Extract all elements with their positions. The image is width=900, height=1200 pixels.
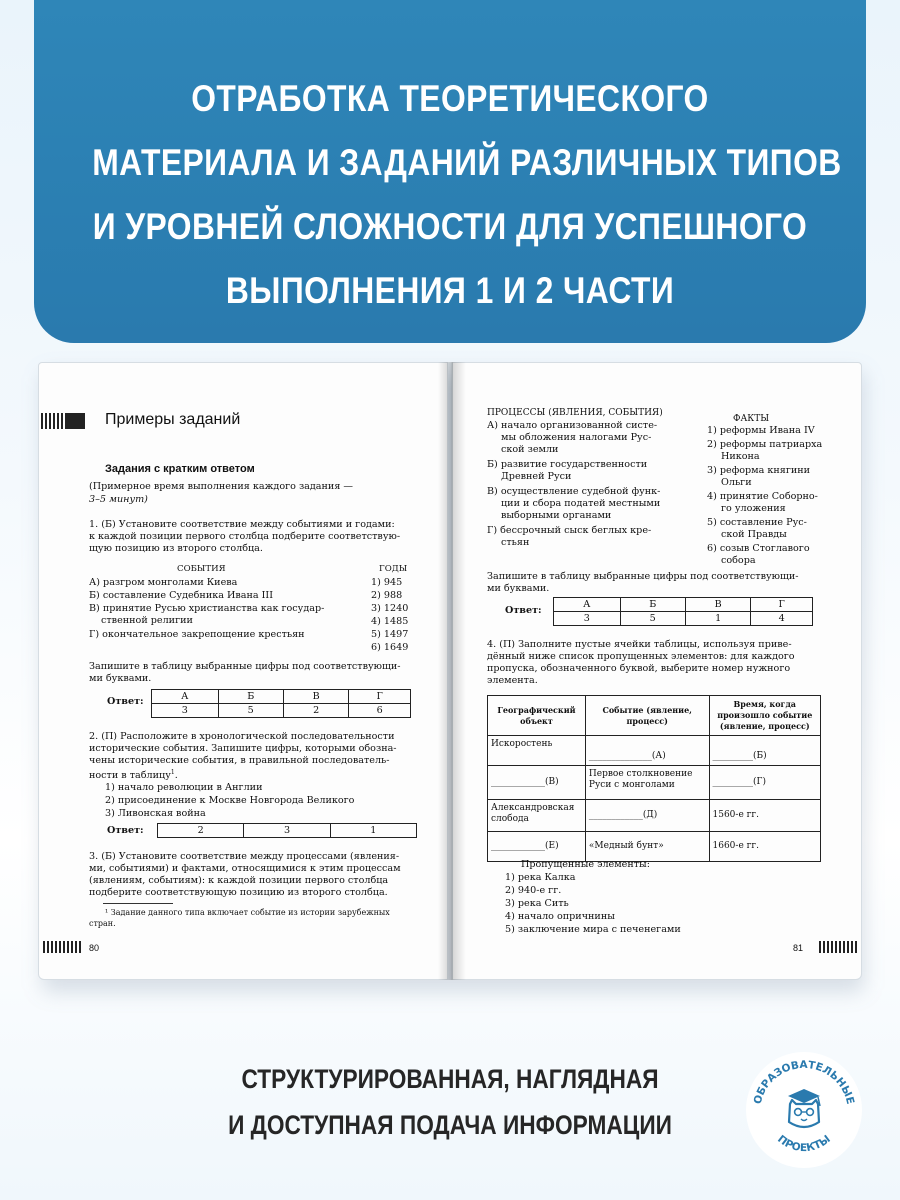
task2-line-1: 2. (П) Расположите в хронологической последовательности (89, 731, 395, 742)
task3-write-2: ми буквами. (487, 583, 550, 594)
task1-letter-c: В (283, 690, 348, 704)
missing-item-3: 3) река Сить (505, 898, 569, 909)
right-page (452, 362, 862, 980)
task4-line-3: пропуска, обозначенного буквой, выберите номер нужного (487, 663, 791, 674)
time-note-1: (Примерное время выполнения каждого задания — (89, 481, 354, 492)
task3-answer-label: Ответ: (505, 605, 542, 616)
task3-digit-b: 5 (620, 612, 685, 626)
headline-line-2: МАТЕРИАЛА И ЗАДАНИЙ РАЗЛИЧНЫХ ТИПОВ (92, 142, 842, 183)
task4-line-2: дённый ниже список пропущенных элементов: для каждого (487, 651, 795, 662)
process-line-7: ции и сбора податей местными (501, 498, 661, 509)
task1-col-years: ГОДЫ (379, 564, 408, 574)
geo-cell: 1560-е гг. (709, 800, 821, 832)
task2-line-4 (89, 767, 178, 783)
col-facts: ФАКТЫ (733, 414, 770, 424)
task1-year-4: 4) 1485 (371, 616, 409, 627)
fact-line-6: 4) принятие Соборно- (707, 491, 818, 502)
left-page-number: 80 (89, 943, 100, 953)
task3-line-2: ми, событиями) и фактами, относящимися к этим процессам (89, 863, 401, 874)
task1-year-6: 6) 1649 (371, 642, 409, 653)
short-answer-subtitle: Задания с кратким ответом (105, 463, 255, 475)
fact-line-7: го уложения (721, 503, 786, 514)
geo-cell: ______________(А) (585, 736, 709, 766)
task1-answer-label: Ответ: (107, 696, 144, 707)
task1-digit-b: 5 (218, 704, 283, 718)
publisher-logo (744, 1050, 864, 1170)
footnote-line-2: стран. (89, 919, 116, 928)
process-line-1: А) начало организованной систе- (487, 420, 658, 431)
task4-line-1: 4. (П) Заполните пустые ячейки таблицы, используя приве- (487, 639, 792, 650)
geo-cell: ____________(Е) (488, 832, 586, 862)
missing-item-4: 4) начало опричнины (505, 911, 615, 922)
task1-event-a: А) разгром монголами Киева (89, 577, 238, 588)
fact-line-3: Никона (721, 451, 760, 462)
task3-letter-a: А (554, 598, 621, 612)
process-line-5: Древней Руси (501, 471, 572, 482)
geo-cell: Первое столкновение Руси с монголами (585, 766, 709, 800)
task1-answer-table (151, 689, 411, 718)
task1-write-1: Запишите в таблицу выбранные цифры под соответствующи- (89, 661, 401, 672)
task1-year-2: 2) 988 (371, 590, 403, 601)
process-line-4: Б) развитие государственности (487, 459, 648, 470)
task3-line-4: подберите соответствующую позицию из второго столбца. (89, 887, 388, 898)
task1-digit-d: 6 (349, 704, 411, 718)
footnote-rule (103, 903, 173, 904)
task1-event-c-cont: ственной религии (101, 615, 193, 626)
task2-item-3: 3) Ливонская война (105, 808, 206, 819)
logo-text-bottom: ПРОЕКТЫ (775, 1133, 833, 1155)
geo-table (487, 695, 821, 862)
task3-write-1: Запишите в таблицу выбранные цифры под соответствующи- (487, 571, 799, 582)
task2-digit-1: 2 (158, 824, 244, 838)
headline-banner (34, 0, 866, 343)
caption-line-2: И ДОСТУПНАЯ ПОДАЧА ИНФОРМАЦИИ (228, 1110, 672, 1140)
process-line-10: стьян (501, 537, 530, 548)
geo-cell: _________(Б) (709, 736, 821, 766)
geo-cell: «Медный бунт» (585, 832, 709, 862)
caption-line-1: СТРУКТУРИРОВАННАЯ, НАГЛЯДНАЯ (241, 1064, 659, 1094)
task2-line-4-tail: . (174, 770, 178, 782)
process-line-6: В) осуществление судебной функ- (487, 486, 661, 497)
process-line-8: выборными органами (501, 510, 612, 521)
task3-letter-d: Г (751, 598, 813, 612)
task2-item-1: 1) начало революции в Англии (105, 782, 263, 793)
task2-line-4-text: ности в таблицу (89, 770, 171, 782)
task1-letter-d: Г (349, 690, 411, 704)
left-corner-bar (43, 941, 81, 953)
task3-line-1: 3. (Б) Установите соответствие между процессами (явления- (89, 851, 400, 862)
task3-digit-a: 3 (554, 612, 621, 626)
logo-text-top: ОБРАЗОВАТЕЛЬНЫЕ (751, 1058, 857, 1106)
task1-year-1: 1) 945 (371, 577, 403, 588)
fact-line-9: ской Правды (721, 529, 787, 540)
task3-line-3: (явлениям, событиям): к каждой позиции первого столбца (89, 875, 389, 886)
task1-write-2: ми буквами. (89, 673, 152, 684)
book-gutter (438, 362, 466, 980)
time-note-2: 3–5 минут) (89, 494, 148, 505)
task2-line-2: исторические события. Запишите цифры, которыми обозна- (89, 743, 397, 754)
geo-cell: Александровская слобода (488, 800, 586, 832)
open-book (38, 362, 864, 990)
missing-item-1: 1) река Калка (505, 872, 576, 883)
task1-year-3: 3) 1240 (371, 603, 409, 614)
task1-letter-b: Б (218, 690, 283, 704)
geo-header-event: Событие (явление, процесс) (585, 696, 709, 736)
geo-cell: ____________(Д) (585, 800, 709, 832)
fact-line-1: 1) реформы Ивана IV (707, 425, 815, 436)
task1-event-c: В) принятие Русью христианства как государ- (89, 603, 325, 614)
task2-line-3: чены исторические события, в правильной последователь- (89, 755, 390, 766)
task2-item-2: 2) присоединение к Москве Новгорода Великого (105, 795, 355, 806)
task3-letter-b: Б (620, 598, 685, 612)
missing-item-5: 5) заключение мира с печенегами (505, 924, 681, 935)
task3-answer-table (553, 597, 813, 626)
fact-line-8: 5) составление Рус- (707, 517, 807, 528)
task2-footnote-mark: 1 (170, 769, 175, 776)
section-title: Примеры заданий (105, 411, 241, 428)
geo-header-object: Географический объект (488, 696, 586, 736)
task3-digit-d: 4 (751, 612, 813, 626)
task1-line-1: 1. (Б) Установите соответствие между событиями и годами: (89, 519, 395, 530)
process-line-3: ской земли (501, 444, 559, 455)
headline-line-1: ОТРАБОТКА ТЕОРЕТИЧЕСКОГО (191, 78, 709, 119)
fact-line-2: 2) реформы патриарха (707, 439, 823, 450)
task2-digit-3: 1 (330, 824, 416, 838)
task1-event-d: Г) окончательное закрепощение крестьян (89, 629, 305, 640)
cat-mascot-icon (788, 1089, 820, 1127)
right-corner-bar (819, 941, 857, 953)
task1-line-2: к каждой позиции первого столбца подберите соответствую- (89, 531, 401, 542)
footnote-line-1: ¹ Задание данного типа включает событие из истории зарубежных (105, 908, 390, 917)
task4-line-4: элемента. (487, 675, 538, 686)
task1-digit-c: 2 (283, 704, 348, 718)
task3-digit-c: 1 (685, 612, 750, 626)
headline-line-3: И УРОВНЕЙ СЛОЖНОСТИ ДЛЯ УСПЕШНОГО (92, 206, 808, 247)
task1-digit-a: 3 (152, 704, 219, 718)
task1-letter-a: А (152, 690, 219, 704)
task1-line-3: щую позицию из второго столбца. (89, 543, 263, 554)
process-line-2: мы обложения налогами Рус- (501, 432, 652, 443)
task1-col-events: СОБЫТИЯ (177, 564, 226, 574)
section-bar-decoration (41, 413, 101, 429)
fact-line-10: 6) созыв Стоглавого (707, 543, 810, 554)
process-line-9: Г) бессрочный сыск беглых кре- (487, 525, 652, 536)
right-page-number: 81 (793, 943, 804, 953)
fact-line-4: 3) реформа княгини (707, 465, 811, 476)
col-processes: ПРОЦЕССЫ (ЯВЛЕНИЯ, СОБЫТИЯ) (487, 408, 663, 418)
geo-cell: Искоростень (488, 736, 586, 766)
task3-letter-c: В (685, 598, 750, 612)
task1-event-b: Б) составление Судебника Ивана III (89, 590, 274, 601)
geo-cell: ____________(В) (488, 766, 586, 800)
headline-line-4: ВЫПОЛНЕНИЯ 1 И 2 ЧАСТИ (225, 270, 675, 311)
fact-line-11: собора (721, 555, 756, 566)
left-page (38, 362, 448, 980)
missing-title: Пропущенные элементы: (521, 859, 650, 870)
geo-cell: _________(Г) (709, 766, 821, 800)
geo-header-time: Время, когда произошло событие (явление, процесс) (709, 696, 821, 736)
task2-digit-2: 3 (244, 824, 330, 838)
geo-cell: 1660-е гг. (709, 832, 821, 862)
fact-line-5: Ольги (721, 477, 752, 488)
task1-year-5: 5) 1497 (371, 629, 409, 640)
missing-item-2: 2) 940-е гг. (505, 885, 562, 896)
task2-answer-label: Ответ: (107, 825, 144, 836)
task2-answer-table (157, 823, 417, 838)
